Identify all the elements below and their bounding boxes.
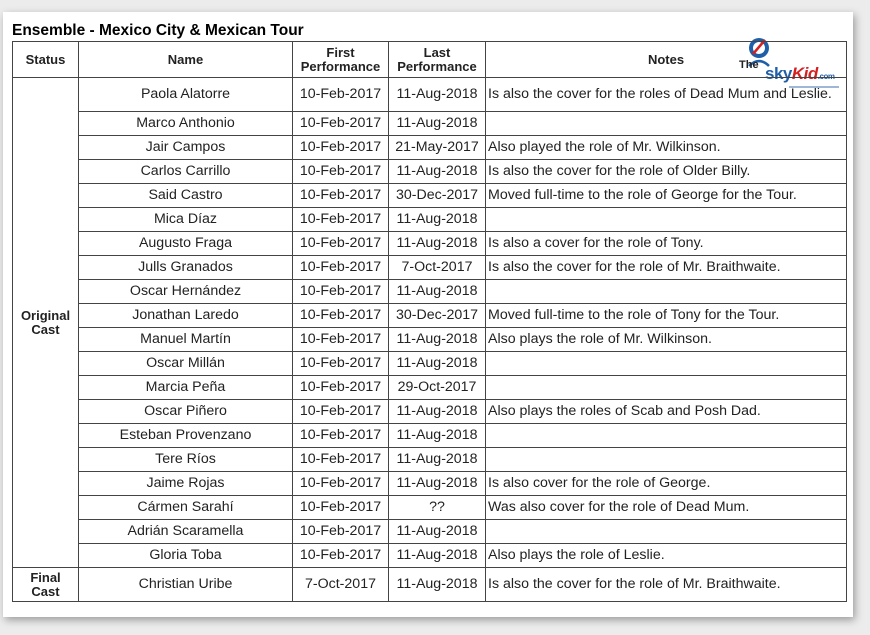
last-performance-cell: 11-Aug-2018 bbox=[389, 112, 486, 136]
table-row bbox=[13, 256, 847, 280]
first-performance-cell: 10-Feb-2017 bbox=[293, 78, 389, 112]
last-performance-cell: 11-Aug-2018 bbox=[389, 472, 486, 496]
notes-cell bbox=[486, 352, 847, 376]
table-row bbox=[13, 496, 847, 520]
table-row bbox=[13, 400, 847, 424]
header-notes: Notes bbox=[486, 42, 847, 78]
last-performance-cell: 11-Aug-2018 bbox=[389, 448, 486, 472]
last-performance-cell: 11-Aug-2018 bbox=[389, 78, 486, 112]
first-performance-cell: 10-Feb-2017 bbox=[293, 232, 389, 256]
last-performance-cell: 11-Aug-2018 bbox=[389, 544, 486, 568]
name-cell: Tere Ríos bbox=[79, 448, 293, 472]
first-performance-cell: 10-Feb-2017 bbox=[293, 328, 389, 352]
table-row bbox=[13, 184, 847, 208]
table-row bbox=[13, 136, 847, 160]
notes-cell bbox=[486, 280, 847, 304]
status-cell bbox=[13, 568, 79, 602]
first-performance-cell: 10-Feb-2017 bbox=[293, 448, 389, 472]
first-performance-cell: 10-Feb-2017 bbox=[293, 352, 389, 376]
notes-cell: Was also cover for the role of Dead Mum. bbox=[486, 496, 847, 520]
notes-cell: Is also the cover for the role of Mr. Braithwaite. bbox=[486, 568, 847, 602]
first-performance-cell: 10-Feb-2017 bbox=[293, 424, 389, 448]
name-cell: Julls Granados bbox=[79, 256, 293, 280]
first-performance-cell: 10-Feb-2017 bbox=[293, 304, 389, 328]
last-performance-cell: 11-Aug-2018 bbox=[389, 232, 486, 256]
name-cell: Jonathan Laredo bbox=[79, 304, 293, 328]
last-performance-cell: 11-Aug-2018 bbox=[389, 400, 486, 424]
table-row bbox=[13, 520, 847, 544]
notes-cell: Is also cover for the role of George. bbox=[486, 472, 847, 496]
status-line1: Final bbox=[30, 569, 61, 585]
header-first-line1: First bbox=[326, 44, 355, 60]
last-performance-cell: 11-Aug-2018 bbox=[389, 352, 486, 376]
notes-cell bbox=[486, 448, 847, 472]
last-performance-cell: 30-Dec-2017 bbox=[389, 184, 486, 208]
notes-cell: Also plays the role of Mr. Wilkinson. bbox=[486, 328, 847, 352]
header-row bbox=[13, 42, 847, 78]
notes-cell: Is also a cover for the role of Tony. bbox=[486, 232, 847, 256]
name-cell: Carlos Carrillo bbox=[79, 160, 293, 184]
name-cell: Cármen Sarahí bbox=[79, 496, 293, 520]
notes-cell bbox=[486, 520, 847, 544]
name-cell: Oscar Millán bbox=[79, 352, 293, 376]
table-row bbox=[13, 160, 847, 184]
table-row bbox=[13, 424, 847, 448]
table-row bbox=[13, 376, 847, 400]
table-row bbox=[13, 208, 847, 232]
first-performance-cell: 10-Feb-2017 bbox=[293, 256, 389, 280]
first-performance-cell: 10-Feb-2017 bbox=[293, 496, 389, 520]
notes-cell: Also plays the role of Leslie. bbox=[486, 544, 847, 568]
notes-cell: Moved full-time to the role of George for the Tour. bbox=[486, 184, 847, 208]
name-cell: Jair Campos bbox=[79, 136, 293, 160]
last-performance-cell: 30-Dec-2017 bbox=[389, 304, 486, 328]
notes-cell: Also plays the roles of Scab and Posh Dad. bbox=[486, 400, 847, 424]
first-performance-cell: 10-Feb-2017 bbox=[293, 544, 389, 568]
first-performance-cell: 10-Feb-2017 bbox=[293, 112, 389, 136]
logo-word-kid: Kid bbox=[791, 64, 818, 83]
first-performance-cell: 10-Feb-2017 bbox=[293, 400, 389, 424]
table-row bbox=[13, 78, 847, 112]
name-cell: Christian Uribe bbox=[79, 568, 293, 602]
status-line1: Original bbox=[20, 307, 71, 323]
name-cell: Jaime Rojas bbox=[79, 472, 293, 496]
status-line2: Cast bbox=[31, 321, 60, 337]
notes-cell: Is also the cover for the role of Mr. Braithwaite. bbox=[486, 256, 847, 280]
table-row bbox=[13, 328, 847, 352]
name-cell: Mica Díaz bbox=[79, 208, 293, 232]
notes-cell: Moved full-time to the role of Tony for the Tour. bbox=[486, 304, 847, 328]
first-performance-cell: 7-Oct-2017 bbox=[293, 568, 389, 602]
header-status: Status bbox=[13, 42, 79, 78]
first-performance-cell: 10-Feb-2017 bbox=[293, 208, 389, 232]
table-row bbox=[13, 112, 847, 136]
header-last-performance bbox=[389, 42, 486, 78]
notes-cell bbox=[486, 376, 847, 400]
first-performance-cell: 10-Feb-2017 bbox=[293, 376, 389, 400]
last-performance-cell: 29-Oct-2017 bbox=[389, 376, 486, 400]
last-performance-cell: 7-Oct-2017 bbox=[389, 256, 486, 280]
last-performance-cell: 11-Aug-2018 bbox=[389, 328, 486, 352]
last-performance-cell: 11-Aug-2018 bbox=[389, 208, 486, 232]
logo-word-the: The bbox=[739, 59, 759, 71]
logo-word-sky: sky bbox=[765, 64, 792, 83]
name-cell: Marcia Peña bbox=[79, 376, 293, 400]
notes-cell: Is also the cover for the roles of Dead Mum and Leslie. bbox=[486, 78, 847, 112]
table-row bbox=[13, 280, 847, 304]
status-cell bbox=[13, 78, 79, 568]
table-row bbox=[13, 472, 847, 496]
last-performance-cell: 21-May-2017 bbox=[389, 136, 486, 160]
logo-word-com: .com bbox=[817, 72, 835, 81]
table-row bbox=[13, 232, 847, 256]
header-name: Name bbox=[79, 42, 293, 78]
name-cell: Adrián Scaramella bbox=[79, 520, 293, 544]
table-row bbox=[13, 568, 847, 602]
notes-cell bbox=[486, 208, 847, 232]
first-performance-cell: 10-Feb-2017 bbox=[293, 472, 389, 496]
header-first-performance bbox=[293, 42, 389, 78]
notes-cell: Is also the cover for the role of Older Billy. bbox=[486, 160, 847, 184]
name-cell: Oscar Hernández bbox=[79, 280, 293, 304]
first-performance-cell: 10-Feb-2017 bbox=[293, 136, 389, 160]
name-cell: Marco Anthonio bbox=[79, 112, 293, 136]
name-cell: Augusto Fraga bbox=[79, 232, 293, 256]
last-performance-cell: 11-Aug-2018 bbox=[389, 424, 486, 448]
notes-cell bbox=[486, 424, 847, 448]
last-performance-cell: ?? bbox=[389, 496, 486, 520]
notes-cell bbox=[486, 112, 847, 136]
status-line2: Cast bbox=[31, 583, 60, 599]
ensemble-table bbox=[12, 41, 847, 602]
last-performance-cell: 11-Aug-2018 bbox=[389, 520, 486, 544]
table-row bbox=[13, 352, 847, 376]
name-cell: Paola Alatorre bbox=[79, 78, 293, 112]
first-performance-cell: 10-Feb-2017 bbox=[293, 520, 389, 544]
last-performance-cell: 11-Aug-2018 bbox=[389, 160, 486, 184]
last-performance-cell: 11-Aug-2018 bbox=[389, 568, 486, 602]
last-performance-cell: 11-Aug-2018 bbox=[389, 280, 486, 304]
table-row bbox=[13, 304, 847, 328]
name-cell: Manuel Martín bbox=[79, 328, 293, 352]
table-row bbox=[13, 448, 847, 472]
table-row bbox=[13, 544, 847, 568]
name-cell: Said Castro bbox=[79, 184, 293, 208]
table-body bbox=[13, 78, 847, 602]
header-first-line2: Performance bbox=[300, 58, 381, 74]
name-cell: Oscar Piñero bbox=[79, 400, 293, 424]
name-cell: Esteban Provenzano bbox=[79, 424, 293, 448]
first-performance-cell: 10-Feb-2017 bbox=[293, 160, 389, 184]
page-title: Ensemble - Mexico City & Mexican Tour bbox=[12, 22, 304, 39]
name-cell: Gloria Toba bbox=[79, 544, 293, 568]
first-performance-cell: 10-Feb-2017 bbox=[293, 184, 389, 208]
header-last-line1: Last bbox=[423, 44, 451, 60]
notes-cell: Also played the role of Mr. Wilkinson. bbox=[486, 136, 847, 160]
first-performance-cell: 10-Feb-2017 bbox=[293, 280, 389, 304]
header-last-line2: Performance bbox=[397, 58, 477, 74]
